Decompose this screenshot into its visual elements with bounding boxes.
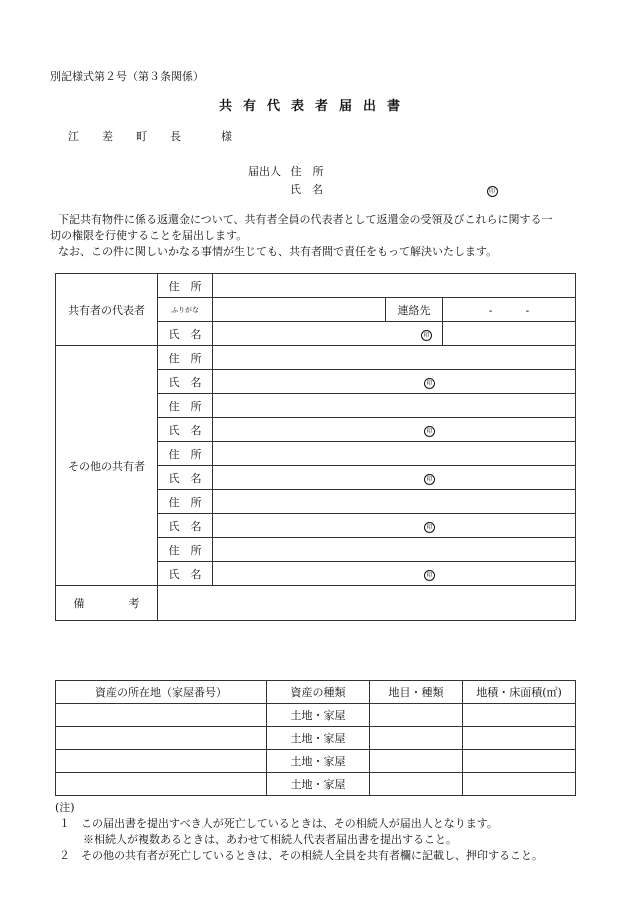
asset-area-field[interactable] [463,773,576,796]
form-number: 別記様式第２号（第３条関係） [50,70,204,83]
other-name-label: 氏 名 [158,514,213,538]
applicant-name-label: 氏 名 [290,183,323,196]
asset-area-field[interactable] [463,750,576,773]
asset-location-field[interactable] [56,773,267,796]
other-name-field[interactable] [213,418,576,442]
remarks-field[interactable] [158,586,576,621]
applicant-address-label: 住 所 [290,165,324,178]
other-name-label: 氏 名 [158,370,213,394]
body-paragraph-1 [50,212,588,244]
assets-header-location: 資産の所在地（家屋番号） [56,681,267,704]
other-address-label: 住 所 [158,490,213,514]
other-name-field[interactable] [213,562,576,586]
other-address-field[interactable] [213,442,576,466]
other-name-label: 氏 名 [158,466,213,490]
owners-table [55,273,576,621]
rep-label: 共有者の代表者 [56,274,158,346]
notes [55,800,543,864]
other-name-label: 氏 名 [158,562,213,586]
asset-category-field[interactable] [370,704,463,727]
note-1: １ この届出書を提出すべき人が死亡しているときは、その相続人が届出人となります。 [59,817,498,830]
body-p1-line2: 切の権限を行使することを届出します。 [50,229,248,242]
applicant-label: 届出人 [248,165,281,178]
rep-seal-icon: 印 [421,330,432,341]
other-address-label: 住 所 [158,394,213,418]
other-name-label: 氏 名 [158,418,213,442]
rep-address-label: 住 所 [158,274,213,298]
other-address-label: 住 所 [158,538,213,562]
assets-header-type: 資産の種類 [267,681,370,704]
applicant-name-line [290,181,498,197]
asset-category-field[interactable] [370,727,463,750]
asset-category-field[interactable] [370,773,463,796]
asset-area-field[interactable] [463,727,576,750]
asset-type-cell: 土地・家屋 [267,727,370,750]
assets-header-area: 地積・床面積(㎡) [463,681,576,704]
asset-type-cell: 土地・家屋 [267,704,370,727]
assets-header-category: 地目・種類 [370,681,463,704]
other-seal-icon: 印 [424,522,435,533]
contact-field[interactable]: - - [443,298,576,322]
assets-table [55,680,576,796]
asset-type-cell: 土地・家屋 [267,773,370,796]
other-name-field[interactable] [213,514,576,538]
rep-name-field[interactable] [213,322,443,346]
remarks-label: 備 考 [56,586,158,621]
other-address-label: 住 所 [158,346,213,370]
notes-heading: (注) [55,801,75,814]
other-address-field[interactable] [213,490,576,514]
addressee: 江 差 町 長 様 [68,130,238,143]
rep-address-field[interactable] [213,274,576,298]
applicant-seal-icon: 印 [487,186,498,197]
other-name-field[interactable] [213,370,576,394]
rep-furigana-field[interactable] [213,298,386,322]
other-address-field[interactable] [213,538,576,562]
asset-location-field[interactable] [56,704,267,727]
rep-furigana-label: ふりがな [158,298,213,322]
other-address-field[interactable] [213,394,576,418]
rep-name-label: 氏 名 [158,322,213,346]
other-seal-icon: 印 [424,474,435,485]
contact-label: 連絡先 [386,298,443,322]
asset-category-field[interactable] [370,750,463,773]
page-title: 共有代表者届出書 [218,99,411,114]
note-1b: ※相続人が複数あるときは、あわせて相続人代表者届出書を提出すること。 [83,833,457,846]
contact-blank [443,322,576,346]
applicant-address-line [248,163,324,179]
other-seal-icon: 印 [424,570,435,581]
other-address-field[interactable] [213,346,576,370]
other-address-label: 住 所 [158,442,213,466]
others-label: その他の共有者 [56,346,158,586]
other-seal-icon: 印 [424,378,435,389]
asset-location-field[interactable] [56,750,267,773]
note-2: ２ その他の共有者が死亡しているときは、その相続人全員を共有者欄に記載し、押印すること。 [59,849,543,862]
asset-area-field[interactable] [463,704,576,727]
asset-type-cell: 土地・家屋 [267,750,370,773]
other-seal-icon: 印 [424,426,435,437]
other-name-field[interactable] [213,466,576,490]
asset-location-field[interactable] [56,727,267,750]
body-p1-line1: 下記共有物件に係る返還金について、共有者全員の代表者として返還金の受領及びこれらに関する一 [58,213,553,226]
body-paragraph-2: なお、この件に関しいかなる事情が生じても、共有者間で責任をもって解決いたします。 [58,245,498,258]
